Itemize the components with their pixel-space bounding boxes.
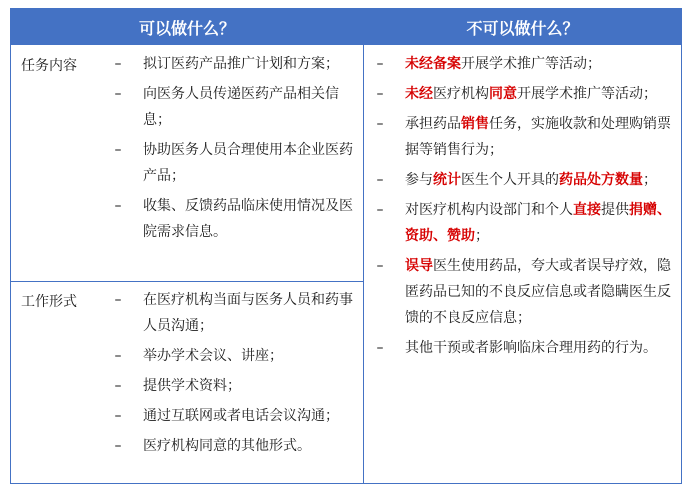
list-item-text: [405, 116, 671, 158]
highlight-text: 统计: [433, 172, 461, 188]
highlight-text: 同意: [489, 86, 517, 102]
list-item-text: [405, 86, 657, 102]
plain-text: 提供: [601, 202, 629, 218]
list-item: [111, 51, 355, 77]
list-item-text: 提供学术资料；: [143, 378, 241, 394]
cannot-list: [373, 51, 677, 365]
list-item-text: [405, 258, 671, 326]
form-list: [111, 287, 355, 463]
highlight-text: 误导: [405, 258, 433, 274]
dash-bullet: –: [376, 86, 384, 102]
highlight-text: 未经备案: [405, 56, 461, 72]
list-item-text: [405, 340, 657, 356]
dash-bullet: –: [114, 292, 122, 308]
dash-bullet: –: [376, 202, 384, 218]
list-item: [373, 81, 677, 107]
dash-bullet: –: [114, 86, 122, 102]
list-item: [111, 287, 355, 339]
dash-bullet: –: [376, 340, 384, 356]
highlight-text: 销售: [461, 116, 489, 132]
list-item-text: 举办学术会议、讲座；: [143, 348, 283, 364]
plain-text: 开展学术推广等活动；: [517, 86, 657, 102]
plain-text: 任务，实施收款和处理购销票据等销售行为；: [405, 116, 671, 158]
list-item-text: [405, 172, 657, 188]
header-can-do: 可以做什么？: [11, 9, 363, 45]
dash-bullet: –: [376, 258, 384, 274]
list-item: [111, 403, 355, 429]
list-item: [111, 137, 355, 189]
list-item-text: 在医疗机构当面与医务人员和药事人员沟通；: [143, 292, 353, 334]
highlight-text: 药品处方数量: [559, 172, 643, 188]
list-item: [373, 335, 677, 361]
list-item: [111, 193, 355, 245]
dash-bullet: –: [114, 378, 122, 394]
dash-bullet: –: [114, 198, 122, 214]
row-label-form: 工作形式: [21, 294, 77, 310]
plain-text: 对医疗机构内设部门和个人: [405, 202, 573, 218]
highlight-text: 捐赠、资助、赞助: [405, 202, 671, 244]
row-divider: [11, 281, 363, 282]
dash-bullet: –: [114, 142, 122, 158]
dash-bullet: –: [376, 116, 384, 132]
plain-text: 承担药品: [405, 116, 461, 132]
task-list: [111, 51, 355, 249]
plain-text: ；: [475, 228, 489, 244]
plain-text: ；: [643, 172, 657, 188]
list-item: [111, 81, 355, 133]
list-item: [373, 167, 677, 193]
row-label-task: 任务内容: [21, 58, 77, 74]
plain-text: 医生个人开具的: [461, 172, 559, 188]
list-item-text: [405, 202, 671, 244]
list-item: [373, 51, 677, 77]
dash-bullet: –: [114, 438, 122, 454]
list-item-text: 向医务人员传递医药产品相关信息；: [143, 86, 339, 128]
header-cannot-do: 不可以做什么？: [364, 9, 681, 45]
list-item-text: 拟订医药产品推广计划和方案；: [143, 56, 339, 72]
plain-text: 参与: [405, 172, 433, 188]
list-item: [373, 253, 677, 331]
dash-bullet: –: [376, 56, 384, 72]
comparison-table: [10, 8, 682, 484]
list-item: [373, 197, 677, 249]
list-item-text: 协助医务人员合理使用本企业医药产品；: [143, 142, 353, 184]
list-item: [373, 111, 677, 163]
list-item-text: 通过互联网或者电话会议沟通；: [143, 408, 339, 424]
list-item: [111, 433, 355, 459]
plain-text: 其他干预或者影响临床合理用药的行为。: [405, 340, 657, 356]
dash-bullet: –: [376, 172, 384, 188]
dash-bullet: –: [114, 56, 122, 72]
dash-bullet: –: [114, 408, 122, 424]
dash-bullet: –: [114, 348, 122, 364]
list-item-text: 医疗机构同意的其他形式。: [143, 438, 311, 454]
plain-text: 开展学术推广等活动；: [461, 56, 601, 72]
list-item: [111, 343, 355, 369]
list-item-text: 收集、反馈药品临床使用情况及医院需求信息。: [143, 198, 353, 240]
highlight-text: 未经: [405, 86, 433, 102]
plain-text: 医生使用药品，夸大或者误导疗效，隐匿药品已知的不良反应信息或者隐瞒医生反馈的不良反应信息；: [405, 258, 671, 326]
plain-text: 医疗机构: [433, 86, 489, 102]
list-item-text: [405, 56, 601, 72]
list-item: [111, 373, 355, 399]
column-divider: [363, 9, 364, 483]
highlight-text: 直接: [573, 202, 601, 218]
